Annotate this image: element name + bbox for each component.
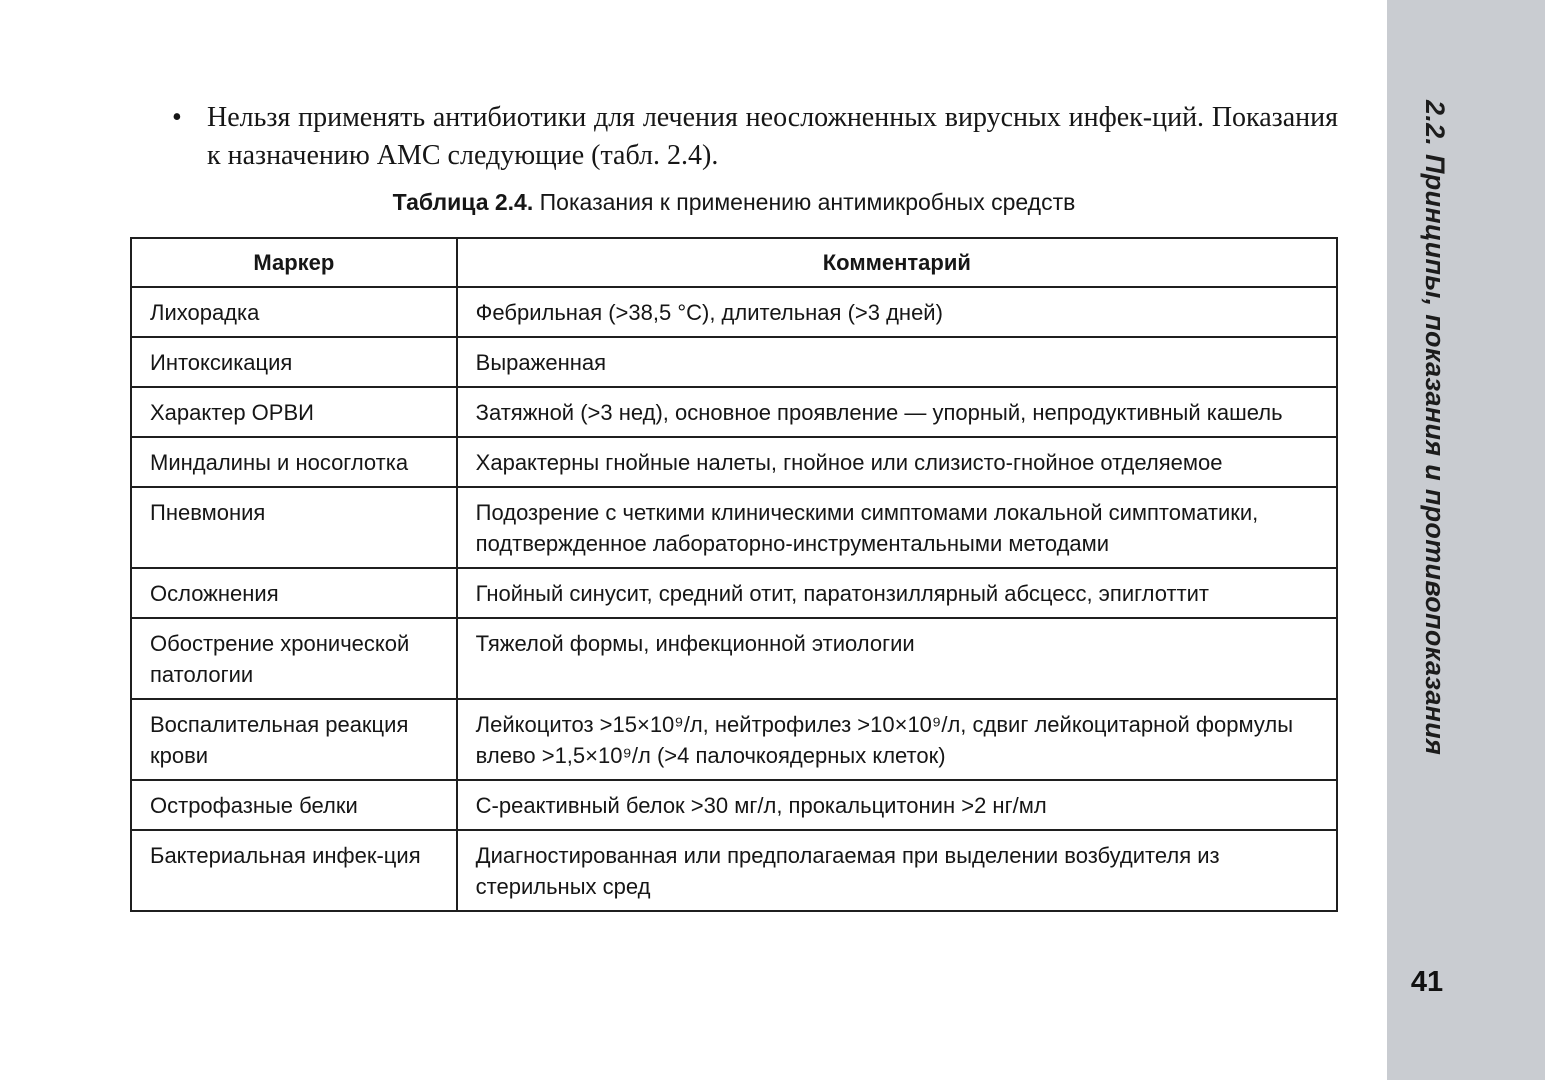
table-row (131, 487, 1337, 568)
comment-cell: Фебрильная (>38,5 °C), длительная (>3 дней) (457, 287, 1337, 337)
marker-cell: Характер ОРВИ (131, 387, 457, 437)
marker-cell: Воспалительная реакция крови (131, 699, 457, 780)
chapter-title: 2.2. Принципы, показания и противопоказания (1420, 100, 1450, 756)
table-caption-label: Таблица 2.4. (392, 189, 534, 215)
comment-cell: Лейкоцитоз >15×10⁹/л, нейтрофилез >10×10⁹/л, сдвиг лейкоцитарной формулы влево >1,5×10⁹/л (>4 палочкоядерных клеток) (457, 699, 1337, 780)
comment-cell: Подозрение с четкими клиническими симптомами локальной симптоматики, подтвержденное лабораторно-инструментальными методами (457, 487, 1337, 568)
table-row (131, 699, 1337, 780)
table-row (131, 287, 1337, 337)
marker-cell: Обострение хронической патологии (131, 618, 457, 699)
table-row (131, 830, 1337, 911)
table-header-row (131, 238, 1337, 287)
bullet-text: Нельзя применять антибиотики для лечения неосложненных вирусных инфек-ций. Показания к назначению АМС следующие (табл. 2.4). (207, 102, 1338, 171)
header-marker: Маркер (131, 238, 457, 287)
table-row (131, 618, 1337, 699)
page-number: 41 (1410, 966, 1444, 998)
comment-cell: Характерны гнойные налеты, гнойное или слизисто-гнойное отделяемое (457, 437, 1337, 487)
marker-cell: Интоксикация (131, 337, 457, 387)
comment-cell: С-реактивный белок >30 мг/л, прокальцитонин >2 нг/мл (457, 780, 1337, 830)
marker-cell: Бактериальная инфек-ция (131, 830, 457, 911)
comment-cell: Диагностированная или предполагаемая при выделении возбудителя из стерильных сред (457, 830, 1337, 911)
table-caption-title: Показания к применению антимикробных средств (539, 189, 1076, 215)
marker-cell: Миндалины и носоглотка (131, 437, 457, 487)
bullet-paragraph (172, 99, 1338, 175)
marker-cell: Пневмония (131, 487, 457, 568)
comment-cell: Затяжной (>3 нед), основное проявление — упорный, непродуктивный кашель (457, 387, 1337, 437)
bullet-marker: • (172, 102, 182, 133)
comment-cell: Выраженная (457, 337, 1337, 387)
table-caption (130, 189, 1338, 216)
marker-cell: Лихорадка (131, 287, 457, 337)
comment-cell: Гнойный синусит, средний отит, паратонзиллярный абсцесс, эпиглоттит (457, 568, 1337, 618)
table-row (131, 437, 1337, 487)
comment-cell: Тяжелой формы, инфекционной этиологии (457, 618, 1337, 699)
indications-table (130, 237, 1338, 912)
table-row (131, 568, 1337, 618)
marker-cell: Острофазные белки (131, 780, 457, 830)
table-row (131, 780, 1337, 830)
table-row (131, 337, 1337, 387)
table-row (131, 387, 1337, 437)
marker-cell: Осложнения (131, 568, 457, 618)
header-comment: Комментарий (457, 238, 1337, 287)
